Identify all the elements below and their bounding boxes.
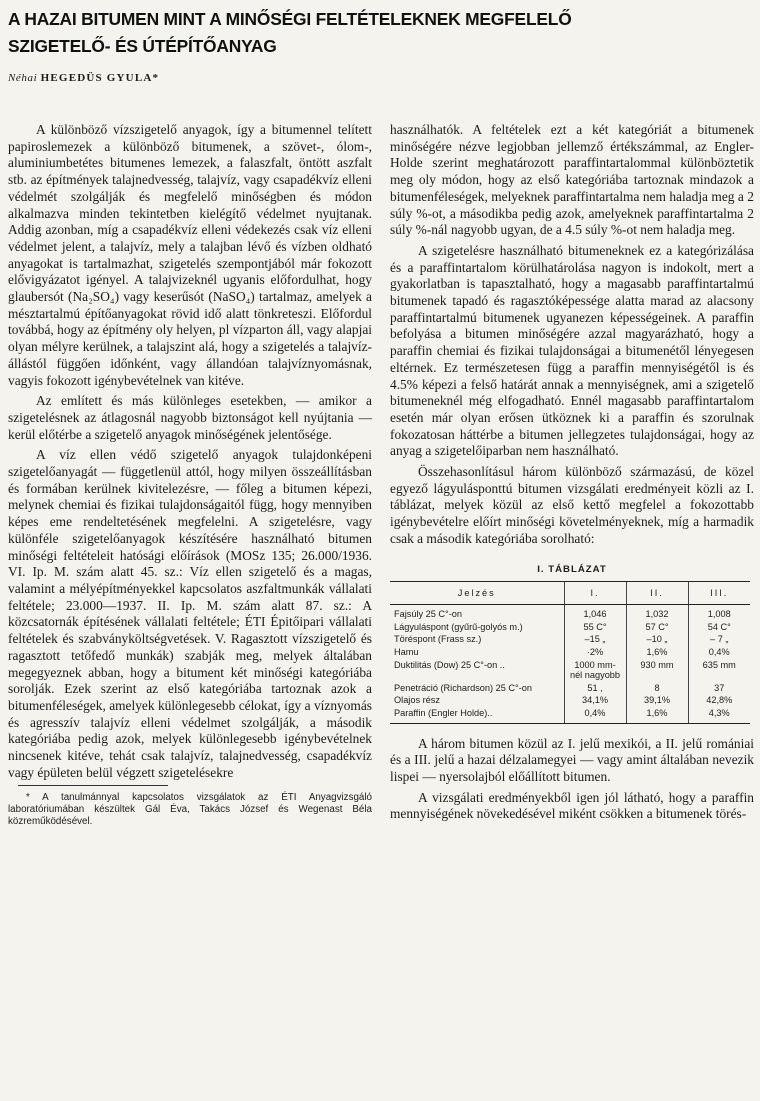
paragraph: A különböző vízszigetelő anyagok, így a bitumennel telített papiroslemezek a különböző bitumenek, a szövet-, ólom-, aluminiumbetétes bitumenes lemezek, a falaszfalt, öntött aszfalt stb. az építmények talajnedvesség, talajvíz, vagy csapadékvíz elleni védelmét szolgálják és megfelelő minőségben és módon alkalmazva minden tekintetben kielégítő védelmet nyujtanak. Addig azonban, míg a csapadékvíz elleni védekezés csak víz elleni védelmet jelent, a talajvíz, mely a talajban lévő és vízben oldható anyagokat is tartalmazhat, szigetelés szempontjából már fokozott elővigyázatot igényel. A talajvizeknél ugyanis előfordulhat, hogy glaubersót (Na₂SO₄) vagy keserűsót (NaSO₄) tartalmaz, amelyek a mésztartalmú építőanyagokat rövid idő alatt tönkreteszi. Előfordul továbbá, hogy az építmény oly helyen, pl vízparton áll, vagy alapjai olyan mélyre kerülnek, a talajszint alá, hogy a szigetelés a talajvíz-állástól függően időnként, vagy állandóan talajvíznyomásnak, vagyis fokozott igénybevételnek van kitéve. [8,122,372,388]
table-header-row [390,581,750,605]
table-title: I. TÁBLÁZAT [537,563,607,575]
value-cell: 1,6% [626,646,688,659]
table-row [390,694,750,707]
row-label-cell: Fajsúly 25 C°-on [394,609,463,620]
row-label-cell: Lágyuláspont (gyűrű-golyós m.) [394,621,523,632]
value-cell: 0,4% [564,707,626,723]
table-row [390,621,750,634]
value-cell: 1,6% [626,707,688,723]
results-table [390,581,750,724]
row-label-cell: Olajos rész [394,695,440,706]
value-cell: 34,1% [564,694,626,707]
value-cell: 54 C° [688,621,750,634]
row-label-cell: Paraffin (Engler Holde).. [390,707,564,723]
table-row [390,633,750,646]
value-cell: 1,008 [688,605,750,621]
table-row [390,646,750,659]
value-cell: – 7 „ [688,633,750,646]
value-cell: 930 mm [626,659,688,682]
table-row [390,707,750,723]
table-row [390,682,750,695]
value-cell: –10 „ [626,633,688,646]
right-column [390,122,754,827]
row-label-cell: Penetráció (Richardson) 25 C°-on [394,682,532,693]
article-title [8,6,752,60]
value-cell: 39,1% [626,694,688,707]
header-cell-jelzes: Jelzés [390,581,564,605]
author-name: HEGEDÜS GYULA* [40,72,160,84]
paragraph: A három bitumen közül az I. jelű mexikói, a II. jelű romániai és a III. jelű a hazai délzalamegyei — vagy amint általában nevezik lispei — nyersolajból előállított bitumen. [390,735,754,784]
paragraph: A vizsgálati eredményekből igen jól látható, hogy a paraffin mennyiségének növekedésével miként csökken a bitumenek törés- [390,789,754,822]
header-cell-iii: III. [688,581,750,605]
table-body [390,605,750,723]
table-row [390,659,750,682]
header-cell-ii: II. [626,581,688,605]
paragraph: A szigetelésre használható bitumeneknek ez a kategórizálása és a paraffintartalom körülhatárolása nagyon is indokolt, mert a gyakorlatban is tapasztalható, hogy a magasabb paraffintartalmú bitumenek tapadó és ragasztóképessége alatta marad az alacsony paraffintartalmú bitumenek ugyanezen képességeinek. A paraffin befolyása a bitumen minőségére azzal magyarázható, hogy a paraffin chemiai és fizikai tulajdonságai a bitumenétől lényegesen eltérnek. Ez természetesen függ a paraffin mennyiségétől is és 4.5% képezi a felső határát annak a mennyiségnek, ami a szigetelő bitumeneknél még elfogadható. Ennél magasabb paraffintartalom esetén már olyan erősen ütköznek ki a paraffin és szorulnak fokozatosan háttérbe a bitumen jellegzetes tulajdonságai, hogy az anyag a szigetelőiparban nem használható. [390,242,754,459]
value-cell: 635 mm [688,659,750,682]
row-label-cell: Duktilitás (Dow) 25 C°-on .. [394,659,505,670]
value-cell: 57 C° [626,621,688,634]
value-cell: 8 [626,682,688,695]
title-line-2: SZIGETELŐ- ÉS ÚTÉPÍTŐANYAG [8,36,277,56]
value-cell: 1,032 [626,605,688,621]
paragraph: A víz ellen védő szigetelő anyagok tulajdonképeni szigetelőanyagát — függetlenül attól, hogy milyen összeállításban és formában kerülnek kivitelezésre, — főleg a bitumen képezi, melynek chemiai és fizikai tulajdonságaitól függ, hogy mennyiben képes eme rendeltetésének megfelelni. A szigetelésre, vagy különféle szigetelőanyagok készítésére használható bitumen minőségi feltételeit hatósági előírások (MOSz 135; 26.000/1936. VI. Ip. M. szám alatt 45. sz.: Víz ellen szigetelő és a magas, valamint a mélyépítményekkel kapcsolatos aszfaltmunkák vállalati feltétele; 23.000—1937. II. Ip. M. szám alatt 87. sz.: A közcsatornák építésének vállalati feltétele; ÉTI Épitőipari vállalati feltételek és szabványköltségvetések. V. Ragasztott vízszigetelő és ragasztott tetőfedő munkák) szabják meg, melyek általában megegyeznek abban, hogy a bitument két minőségi kategóriába sorolják. Ezek szerint az első kategóriába tartoznak azok a bitumenféleségek, amelyek különlegesebb célokat, így a víznyomás és agresszív talajvíz elleni védelmet szolgálják, a második kategóriába pedig azok, melyek különlegesebb igénybevételnek nincsenek kitéve, tehát csak talajvíz, talajnedvesség, csapadékvíz vagy épületen belül végzett szigetelésekre [8,447,372,780]
value-cell: ·2% [564,646,626,659]
title-line-1: A HAZAI BITUMEN MINT A MINŐSÉGI FELTÉTELEKNEK MEGFELELŐ [8,9,572,29]
paragraph: Az említett és más különleges esetekben, — amikor a szigetelésnek az átlagosnál nagyobb biztonságot kell nyújtania — kerül előtérbe a szigetelő anyagok minőségének jelentősége. [8,393,372,442]
value-cell: 37 [688,682,750,695]
table-row [390,605,750,621]
value-cell: 0,4% [688,646,750,659]
author-prefix: Néhai [8,72,38,84]
value-cell: –15 „ [564,633,626,646]
row-label-cell: Hamu [394,646,419,657]
paragraph: Összehasonlításul három különböző származású, de közel egyező lágyulásponttú bitumen vizsgálati eredményeit közli az I. táblázat, melyek közül az első kettő megfelel a fokozottabb igénybevételre előírt minőségi követelményeknek, míg a harmadik csak a második kategóriába sorolható: [390,464,754,546]
value-cell: 55 C° [564,621,626,634]
value-cell: 51 , [564,682,626,695]
row-label-cell: Töréspont (Frass sz.) [394,634,482,645]
after-table-text [390,736,754,824]
value-cell: 4,3% [688,707,750,723]
value-cell: 42,8% [688,694,750,707]
header-cell-i: I. [564,581,626,605]
left-column [8,122,372,828]
footnote: * A tanulmánnyal kapcsolatos vizsgálatok az ÉTI Anyagvizsgáló laboratóriumában készültek Gál Éva, Takács József és Wegenast Béla közreműködésével. [8,792,372,828]
value-cell: 1,046 [564,605,626,621]
author-line [8,72,752,84]
footnote-divider [18,785,168,786]
value-cell: 1000 mm-nél nagyobb [564,659,626,682]
paragraph: használhatók. A feltételek ezt a két kategóriát a bitumenek minőségére nézve legjobban jellemző értékszámmal, az Engler-Holde szerint meghatározott paraffintartalommal különböztetik meg oly módon, hogy az első kategóriába tartoznak mindazok a bitumenféleségek, melyeknek paraffintartalma nem haladja meg a 2 súly %-ot, a másodikba pedig azok, amelyeknek paraffintartalma 2 súly %-nál nagyobb ugyan, de a 4.5 súly %-ot nem haladja meg. [390,122,754,238]
